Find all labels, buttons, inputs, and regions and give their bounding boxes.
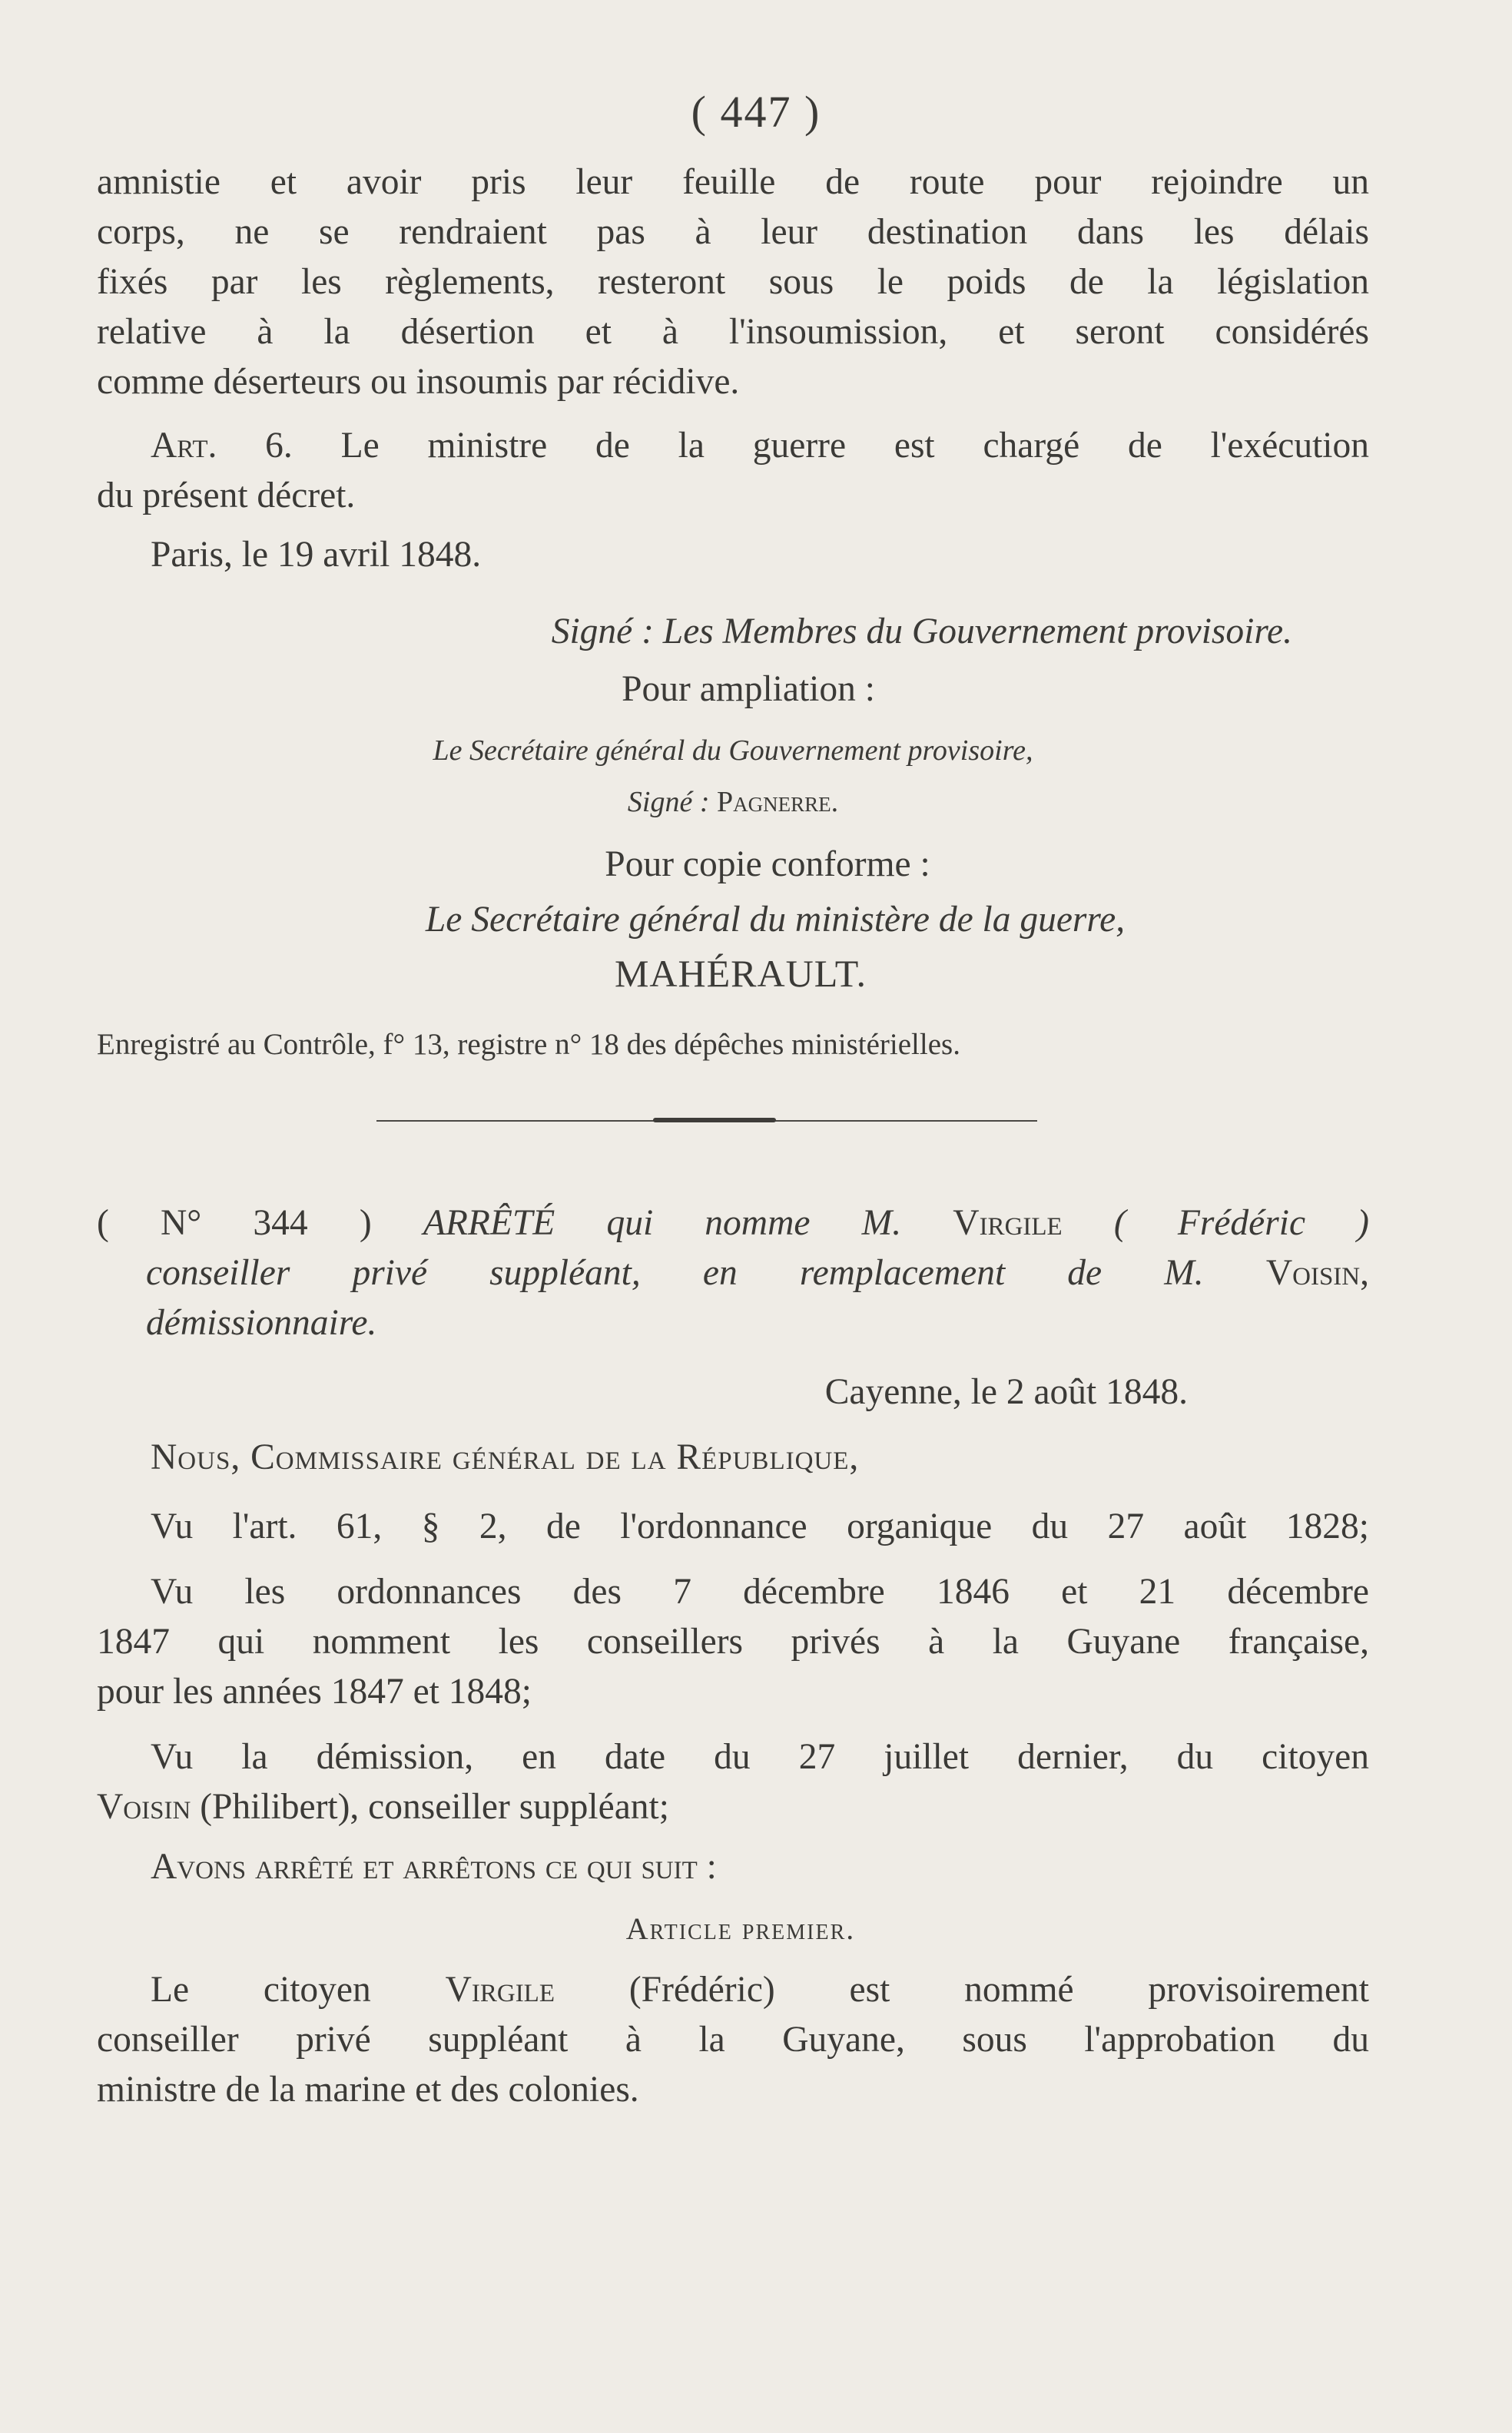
name-voisin: Voisin: [97, 1787, 191, 1827]
date-cayenne: Cayenne, le 2 août 1848.: [824, 1372, 1188, 1412]
signe-label: Signé :: [627, 786, 710, 818]
text-line: Vu les ordonnances des 7 décembre 1846 et 21 décembre: [151, 1572, 1369, 1612]
text-line: ministre de la marine et des colonies.: [97, 2070, 639, 2110]
text-line: Vu l'art. 61, § 2, de l'ordonnance organique du 27 août 1828;: [151, 1507, 1369, 1546]
pour-copie-conforme: Pour copie conforme :: [605, 844, 930, 884]
article-6: [97, 421, 1369, 521]
text-line: 1847 qui nomment les conseillers privés à la Guyane française,: [97, 1622, 1369, 1662]
enregistrement-note: Enregistré au Contrôle, f° 13, registre n° 18 des dépêches ministérielles.: [97, 1028, 960, 1061]
text-span: (Philibert), conseiller suppléant;: [200, 1787, 669, 1827]
text-line: [97, 1965, 1369, 2015]
text-line: fixés par les règlements, resteront sous le poids de la législation: [97, 262, 1369, 302]
comma: ,: [1360, 1253, 1370, 1293]
secretaire-guerre: Le Secrétaire général du ministère de la guerre,: [425, 900, 1126, 940]
date-paris: Paris, le 19 avril 1848.: [151, 535, 482, 575]
vu-ordonnances: [97, 1567, 1369, 1717]
pagnerre-name: Pagnerre.: [716, 786, 839, 818]
avons-arrete: [97, 1842, 1369, 1892]
name-frederic: ( Frédéric ): [1113, 1203, 1370, 1243]
text-span: (Frédéric) est nommé provisoirement: [628, 1970, 1370, 2010]
signature-membres: Signé : Les Membres du Gouvernement provisoire.: [551, 612, 1292, 651]
text-line: [97, 1782, 1369, 1832]
name-virgile: Virgile: [445, 1970, 555, 2010]
text-line: Vu la démission, en date du 27 juillet dernier, du citoyen: [151, 1737, 1369, 1777]
article-6-label: Art. 6.: [151, 426, 293, 466]
vu-demission: [97, 1732, 1369, 1832]
name-voisin: Voisin: [1265, 1253, 1361, 1293]
vu-article-61: [97, 1502, 1369, 1552]
article-premier-heading: Article premier.: [625, 1911, 856, 1946]
arrete-heading-line: [97, 1198, 1369, 1248]
text-line: relative à la désertion et à l'insoumission, et seront considérés: [97, 312, 1369, 352]
article-6-line: du présent décret.: [97, 476, 356, 515]
name-virgile: Virgile: [953, 1203, 1063, 1243]
arrete-heading: [97, 1198, 1369, 1348]
text-line: conseiller privé suppléant à la Guyane, sous l'approbation du: [97, 2020, 1369, 2060]
text-line: amnistie et avoir pris leur feuille de route pour rejoindre un: [97, 162, 1369, 202]
separator-ornament: [653, 1118, 776, 1122]
arrete-number: ( N° 344 ): [97, 1203, 372, 1243]
paragraph-amnistie: [97, 157, 1369, 407]
text-span: Le citoyen: [151, 1970, 371, 2010]
signature-pagnerre: [97, 777, 1369, 827]
text-line: corps, ne se rendraient pas à leur destination dans les délais: [97, 212, 1369, 252]
page-number: ( 447 ): [691, 87, 821, 137]
maherault-signature: MAHÉRAULT.: [614, 952, 867, 995]
arrete-heading-line: démissionnaire.: [146, 1303, 377, 1343]
text-line: pour les années 1847 et 1848;: [97, 1672, 532, 1712]
article-6-line: [97, 421, 1369, 471]
arrete-heading-line: [97, 1248, 1369, 1298]
arrete-title: ARRÊTÉ qui nomme M.: [423, 1203, 902, 1243]
arrete-subtitle: conseiller privé suppléant, en remplacement de M.: [146, 1253, 1204, 1293]
avons-text: Avons arrêté et arrêtons ce qui suit :: [151, 1847, 717, 1887]
article-6-text: Le ministre de la guerre est chargé de l'exécution: [340, 426, 1370, 466]
nous-commissaire: Nous, Commissaire général de la République,: [151, 1437, 860, 1477]
pour-ampliation: Pour ampliation :: [622, 669, 875, 709]
article-premier-text: [97, 1965, 1369, 2115]
secretaire-gouvernement: Le Secrétaire général du Gouvernement provisoire,: [433, 734, 1033, 767]
text-line: comme déserteurs ou insoumis par récidive.: [97, 362, 740, 402]
